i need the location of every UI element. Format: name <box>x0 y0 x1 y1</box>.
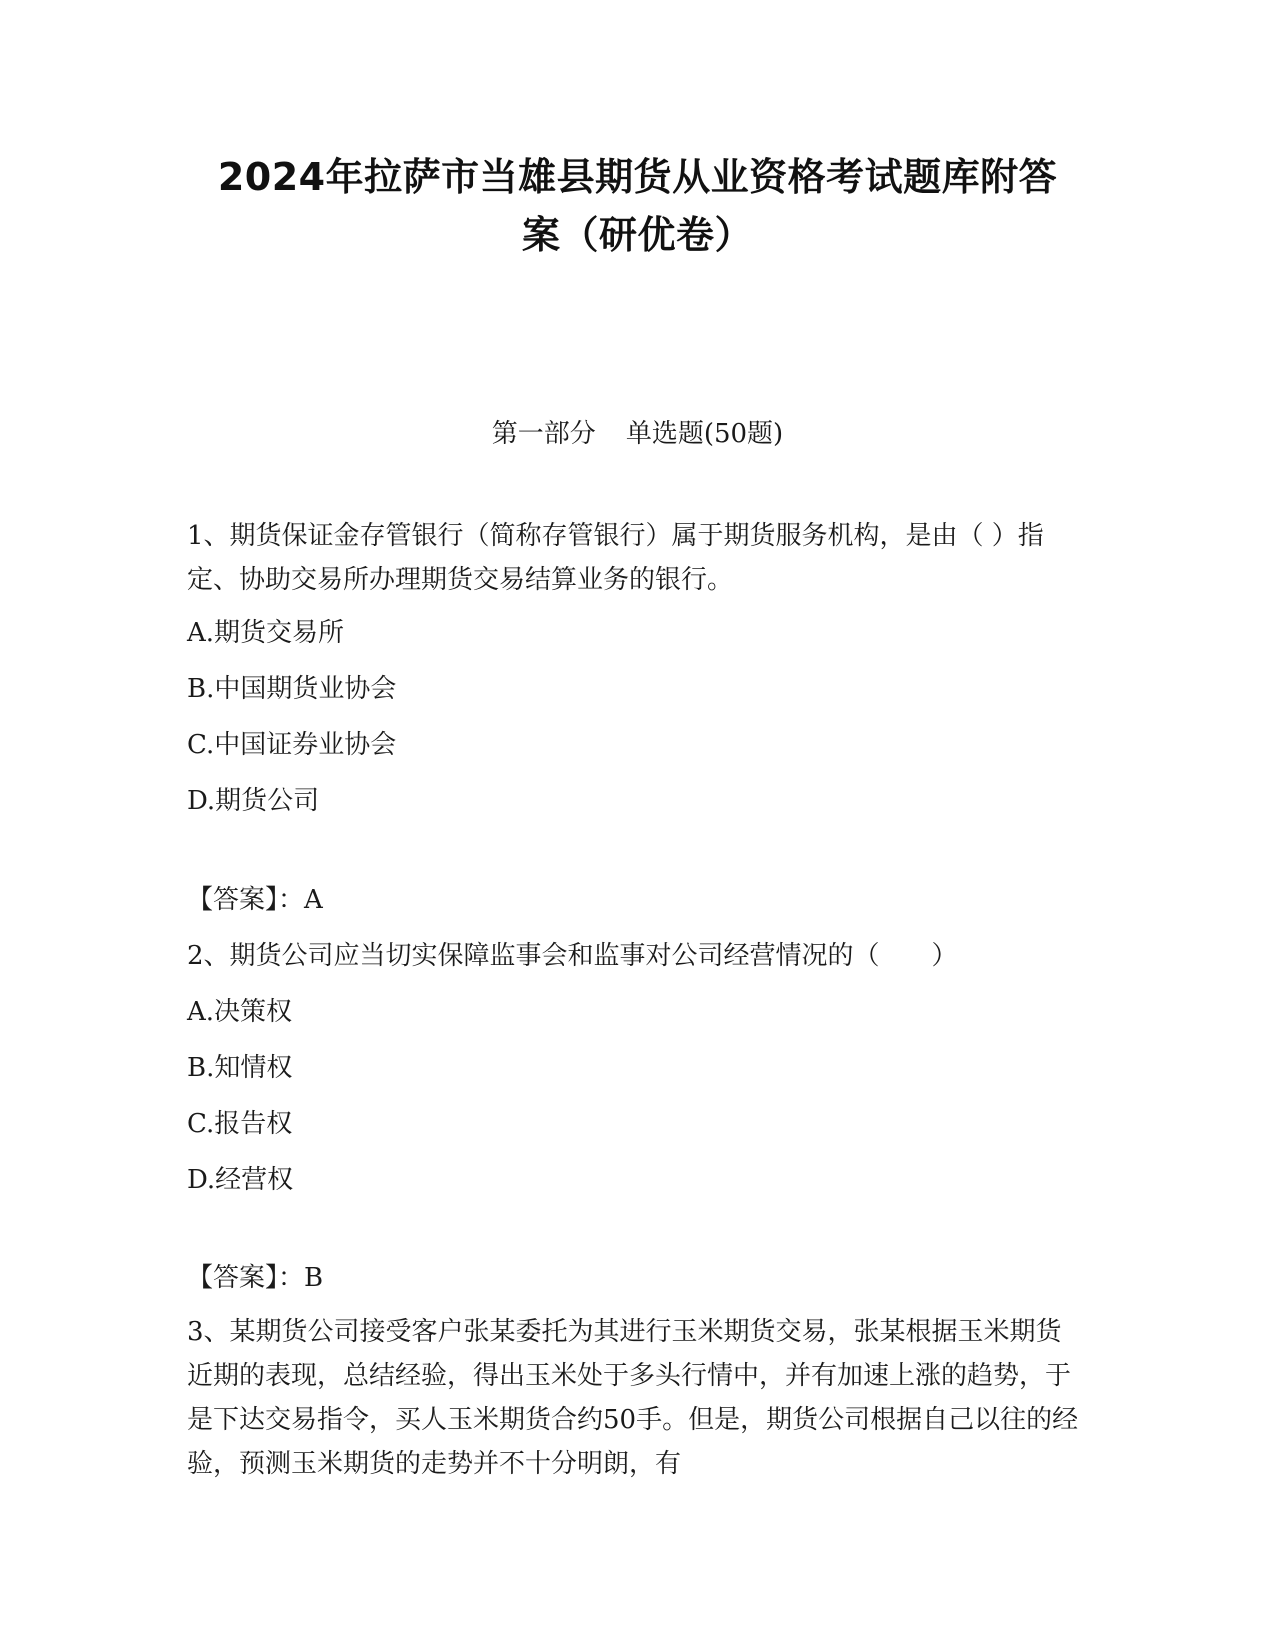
section-heading <box>0 416 1275 452</box>
answer-2 <box>187 1256 1087 1300</box>
option-c: C.报告权 <box>187 1109 293 1139</box>
option-d: D.经营权 <box>187 1165 294 1195</box>
option-a: A.期货交易所 <box>187 618 345 648</box>
option-b: B.中国期货业协会 <box>187 674 397 704</box>
answer-1 <box>187 878 1087 922</box>
option-b: B.知情权 <box>187 1053 293 1083</box>
document-title <box>150 148 1125 264</box>
option-d: D.期货公司 <box>187 786 320 816</box>
answer-value: A <box>304 885 323 915</box>
answer-value: B <box>304 1263 324 1293</box>
question-stem: 2、期货公司应当切实保障监事会和监事对公司经营情况的（ ） <box>187 941 958 971</box>
answer-label: 【答案】： <box>187 885 305 915</box>
option-c: C.中国证券业协会 <box>187 730 397 760</box>
question-stem: 3、某期货公司接受客户张某委托为其进行玉米期货交易，张某根据玉米期货近期的表现，总结经验，得出玉米处于多头行情中，并有加速上涨的趋势，于是下达交易指令，买人玉米期货合约50手。但是，期货公司根据自己以往的经验，预测玉米期货的走势并不十分明朗，有 <box>187 1317 1079 1479</box>
option-a: A.决策权 <box>187 997 293 1027</box>
section-part: 第一部分 <box>491 419 596 449</box>
section-name: 单选题(50题) <box>625 419 784 449</box>
question-stem: 1、期货保证金存管银行（简称存管银行）属于期货服务机构，是由（ ）指定、协助交易所办理期货交易结算业务的银行。 <box>187 521 1044 595</box>
title-line-1: 2024年拉萨市当雄县期货从业资格考试题库附答 <box>217 155 1058 199</box>
answer-label: 【答案】： <box>187 1263 305 1293</box>
title-line-2: 案（研优卷） <box>521 213 753 257</box>
question-3 <box>187 1310 1087 1486</box>
question-1 <box>187 514 1087 602</box>
question-1-options <box>187 605 1087 829</box>
question-2-options <box>187 984 1087 1208</box>
question-2 <box>187 934 1087 978</box>
